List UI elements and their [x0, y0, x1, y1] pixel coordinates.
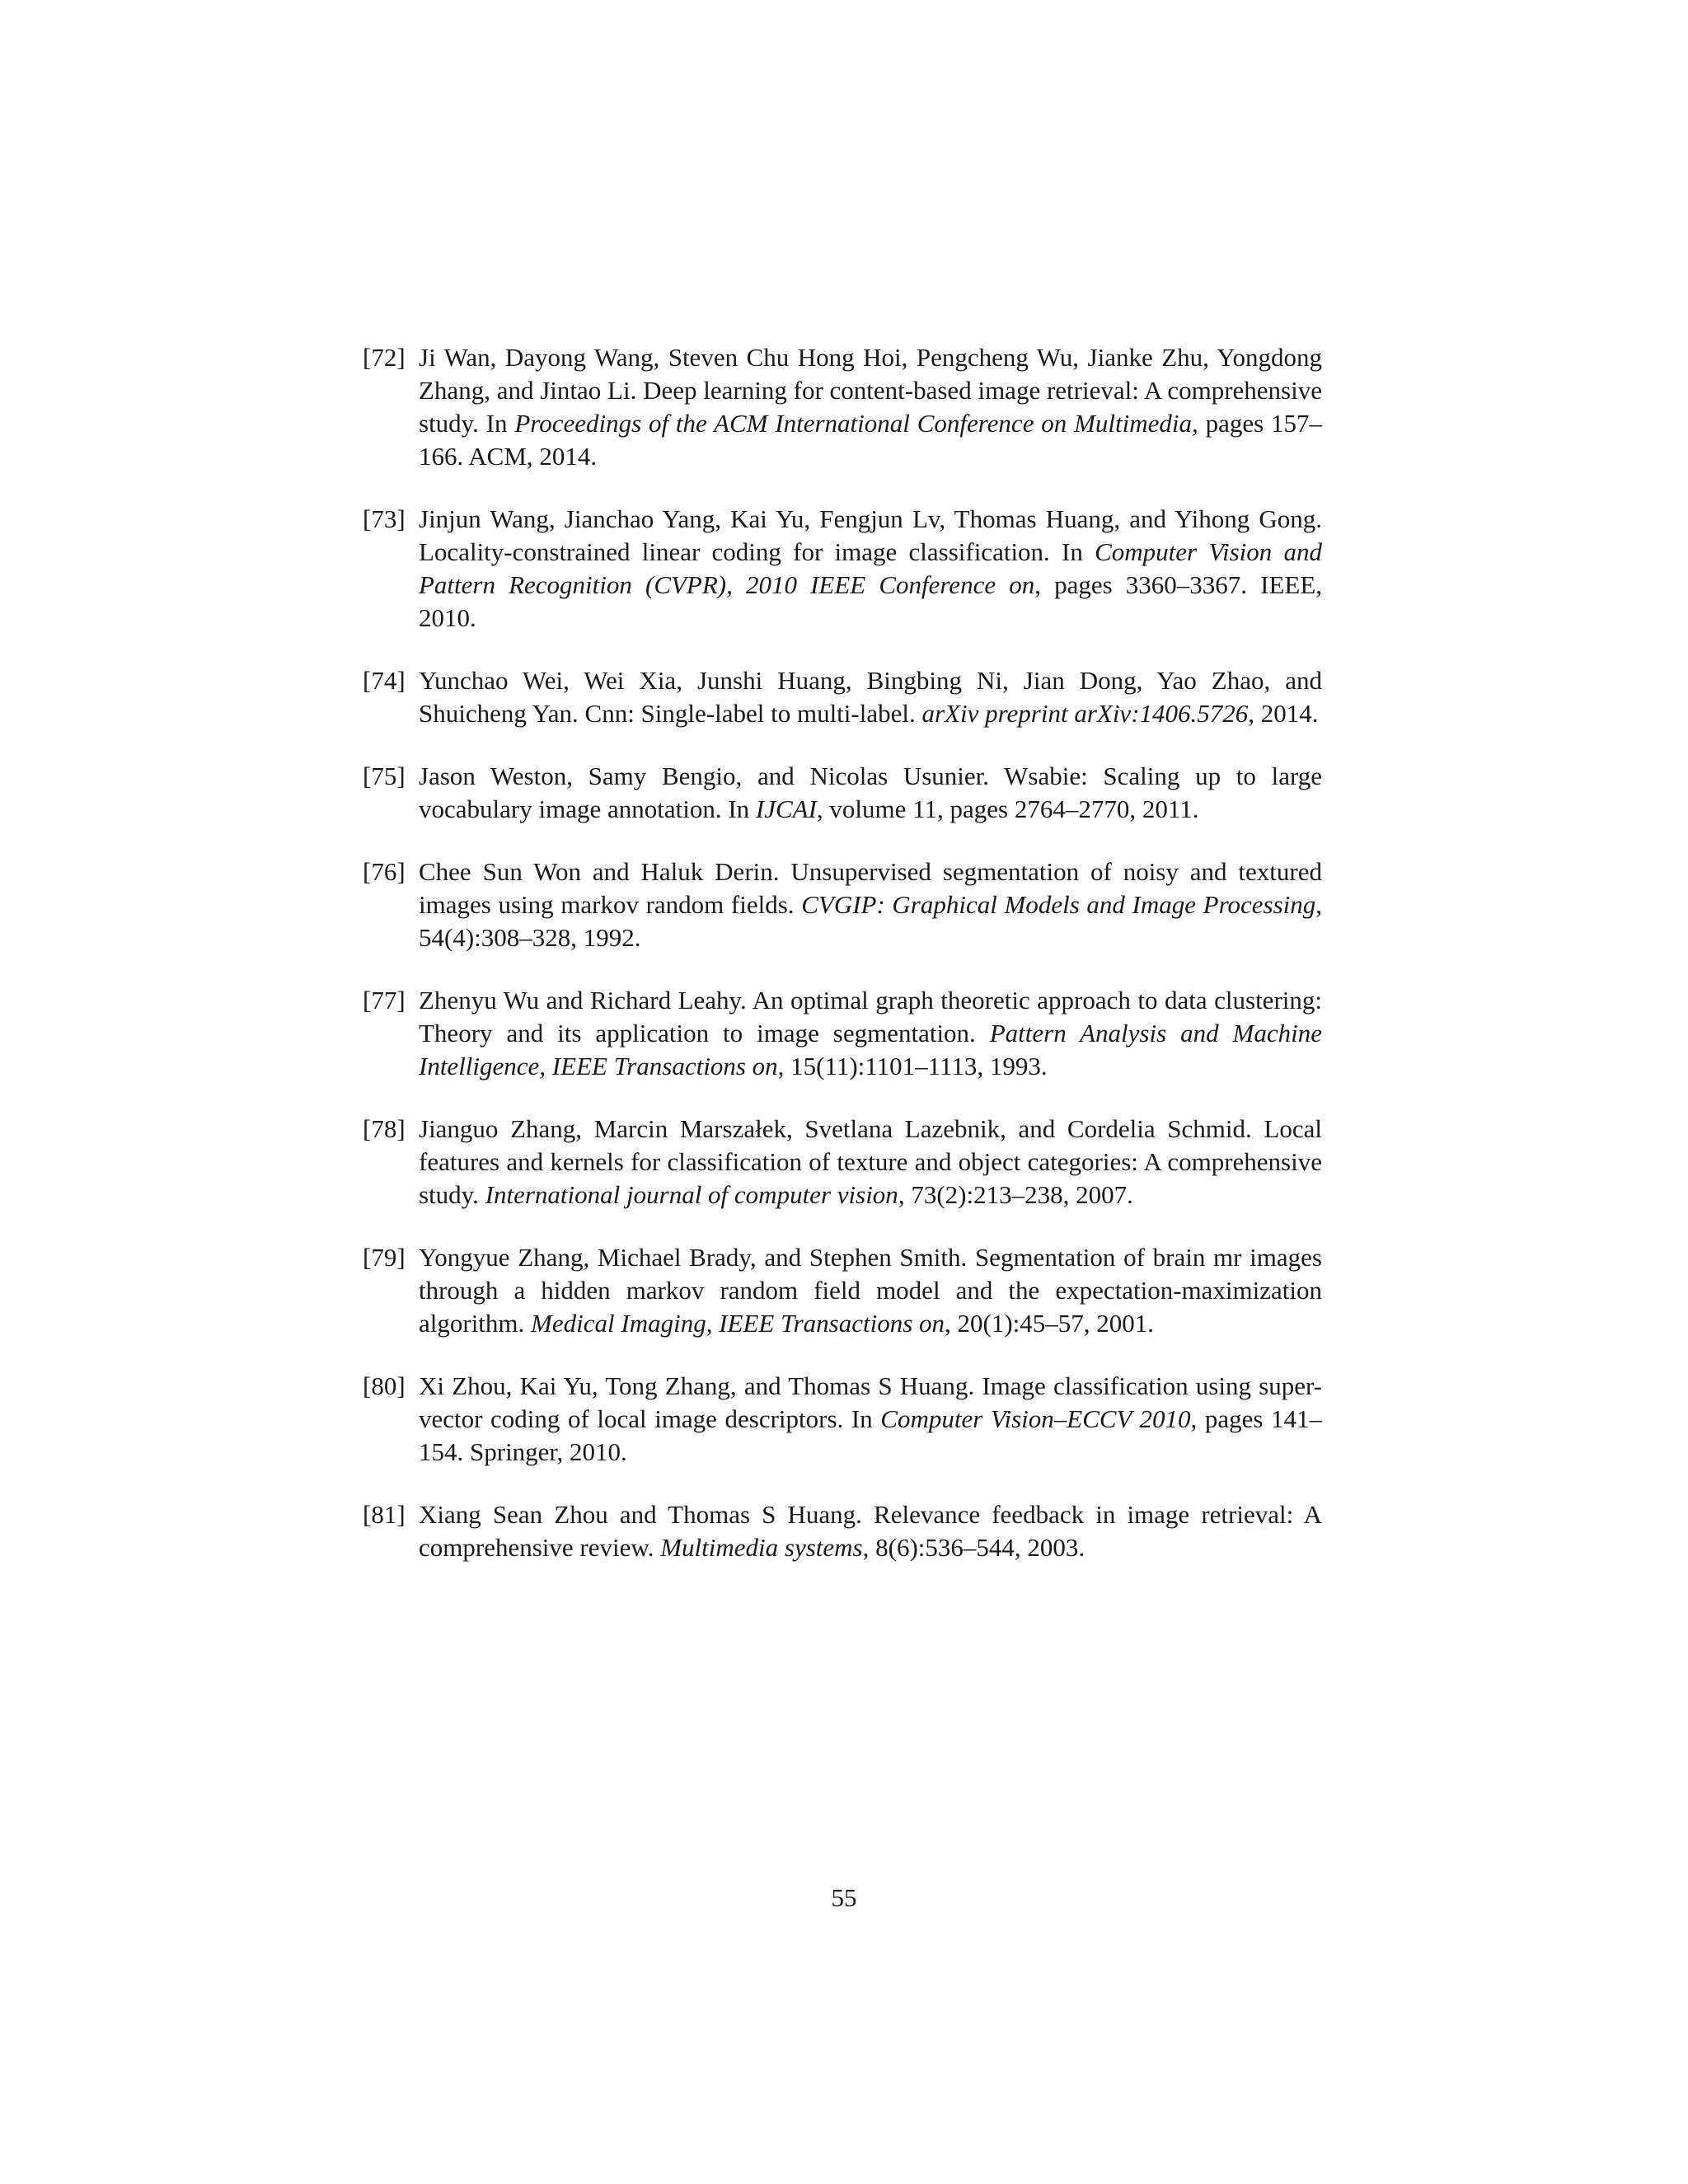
reference-venue: International journal of computer vision [485, 1180, 898, 1209]
reference-authors-title: Yongyue Zhang, Michael Brady, and Stephen Smith. Segmentation of brain mr images through a hidden markov random field model and the expectation-maximization algorithm. [419, 1243, 1322, 1338]
reference-venue: IJCAI [755, 794, 817, 823]
reference-details: , 15(11):1101–1113, 1993. [777, 1052, 1048, 1080]
reference-number: [72] [363, 343, 406, 372]
reference-text [419, 984, 1322, 1083]
reference-authors-title: Zhenyu Wu and Richard Leahy. An optimal graph theoretic approach to data clustering: Theory and its application to image segmentation. [419, 986, 1322, 1047]
reference-item [363, 341, 1322, 473]
reference-item [363, 760, 1322, 826]
reference-authors-title: Chee Sun Won and Haluk Derin. Unsupervised segmentation of noisy and textured images using markov random fields. [419, 857, 1322, 919]
reference-text [419, 760, 1322, 826]
reference-number: [75] [363, 762, 406, 790]
reference-item [363, 1370, 1322, 1469]
reference-venue: Computer Vision–ECCV 2010 [880, 1404, 1191, 1433]
reference-authors-title: Xi Zhou, Kai Yu, Tong Zhang, and Thomas S Huang. Image classification using super-vector coding of local image descriptors. In [419, 1371, 1322, 1433]
reference-item [363, 984, 1322, 1083]
reference-authors-title: Yunchao Wei, Wei Xia, Junshi Huang, Bingbing Ni, Jian Dong, Yao Zhao, and Shuicheng Yan. Cnn: Single-label to multi-label. [419, 666, 1322, 728]
reference-number: [74] [363, 666, 406, 695]
reference-text [419, 1498, 1322, 1564]
reference-number: [78] [363, 1114, 406, 1143]
reference-item [363, 503, 1322, 635]
reference-text [419, 1113, 1322, 1212]
reference-number: [77] [363, 986, 406, 1015]
reference-details: , pages 3360–3367. IEEE, 2010. [419, 570, 1323, 632]
reference-item [363, 664, 1322, 730]
reference-venue: Pattern Analysis and Machine Intelligence, IEEE Transactions on [419, 1019, 1322, 1080]
reference-number: [80] [363, 1371, 406, 1400]
reference-text [419, 664, 1322, 730]
reference-list [363, 341, 1322, 1594]
reference-venue: CVGIP: Graphical Models and Image Processing [801, 890, 1316, 919]
reference-authors-title: Jason Weston, Samy Bengio, and Nicolas Usunier. Wsabie: Scaling up to large vocabulary image annotation. In [419, 762, 1322, 823]
reference-text [419, 503, 1322, 635]
reference-venue: Proceedings of the ACM International Conference on Multimedia [514, 409, 1193, 438]
reference-text [419, 855, 1322, 954]
reference-item [363, 855, 1322, 954]
reference-authors-title: Ji Wan, Dayong Wang, Steven Chu Hong Hoi, Pengcheng Wu, Jianke Zhu, Yongdong Zhang, and Jintao Li. Deep learning for content-based image retrieval: A comprehensive study. In [419, 343, 1322, 438]
reference-venue: Multimedia systems [660, 1533, 863, 1562]
reference-details: , pages 141–154. Springer, 2010. [419, 1404, 1322, 1466]
reference-details: , volume 11, pages 2764–2770, 2011. [816, 794, 1199, 823]
reference-text [419, 1241, 1322, 1340]
reference-venue: Computer Vision and Pattern Recognition (CVPR), 2010 IEEE Conference on [419, 537, 1322, 599]
reference-details: , 54(4):308–328, 1992. [419, 890, 1323, 952]
reference-text [419, 341, 1322, 473]
reference-authors-title: Jianguo Zhang, Marcin Marszałek, Svetlana Lazebnik, and Cordelia Schmid. Local features and kernels for classification of texture and object categories: A comprehensive study. [419, 1114, 1322, 1209]
reference-details: , 2014. [1248, 699, 1319, 728]
reference-item [363, 1113, 1322, 1212]
reference-venue: Medical Imaging, IEEE Transactions on [531, 1309, 945, 1338]
reference-number: [79] [363, 1243, 406, 1272]
reference-text [419, 1370, 1322, 1469]
reference-authors-title: Xiang Sean Zhou and Thomas S Huang. Relevance feedback in image retrieval: A comprehensive review. [419, 1500, 1322, 1562]
reference-number: [81] [363, 1500, 406, 1529]
reference-venue: arXiv preprint arXiv:1406.5726 [921, 699, 1249, 728]
page-number: 55 [831, 1883, 857, 1912]
reference-details: , pages 157–166. ACM, 2014. [419, 409, 1322, 471]
reference-item [363, 1241, 1322, 1340]
reference-details: , 8(6):536–544, 2003. [862, 1533, 1085, 1562]
reference-authors-title: Jinjun Wang, Jianchao Yang, Kai Yu, Fengjun Lv, Thomas Huang, and Yihong Gong. Locality-constrained linear coding for image classification. In [419, 504, 1322, 566]
reference-details: , 73(2):213–238, 2007. [898, 1180, 1133, 1209]
reference-details: , 20(1):45–57, 2001. [945, 1309, 1155, 1338]
reference-item [363, 1498, 1322, 1564]
reference-number: [76] [363, 857, 406, 886]
reference-number: [73] [363, 504, 406, 533]
